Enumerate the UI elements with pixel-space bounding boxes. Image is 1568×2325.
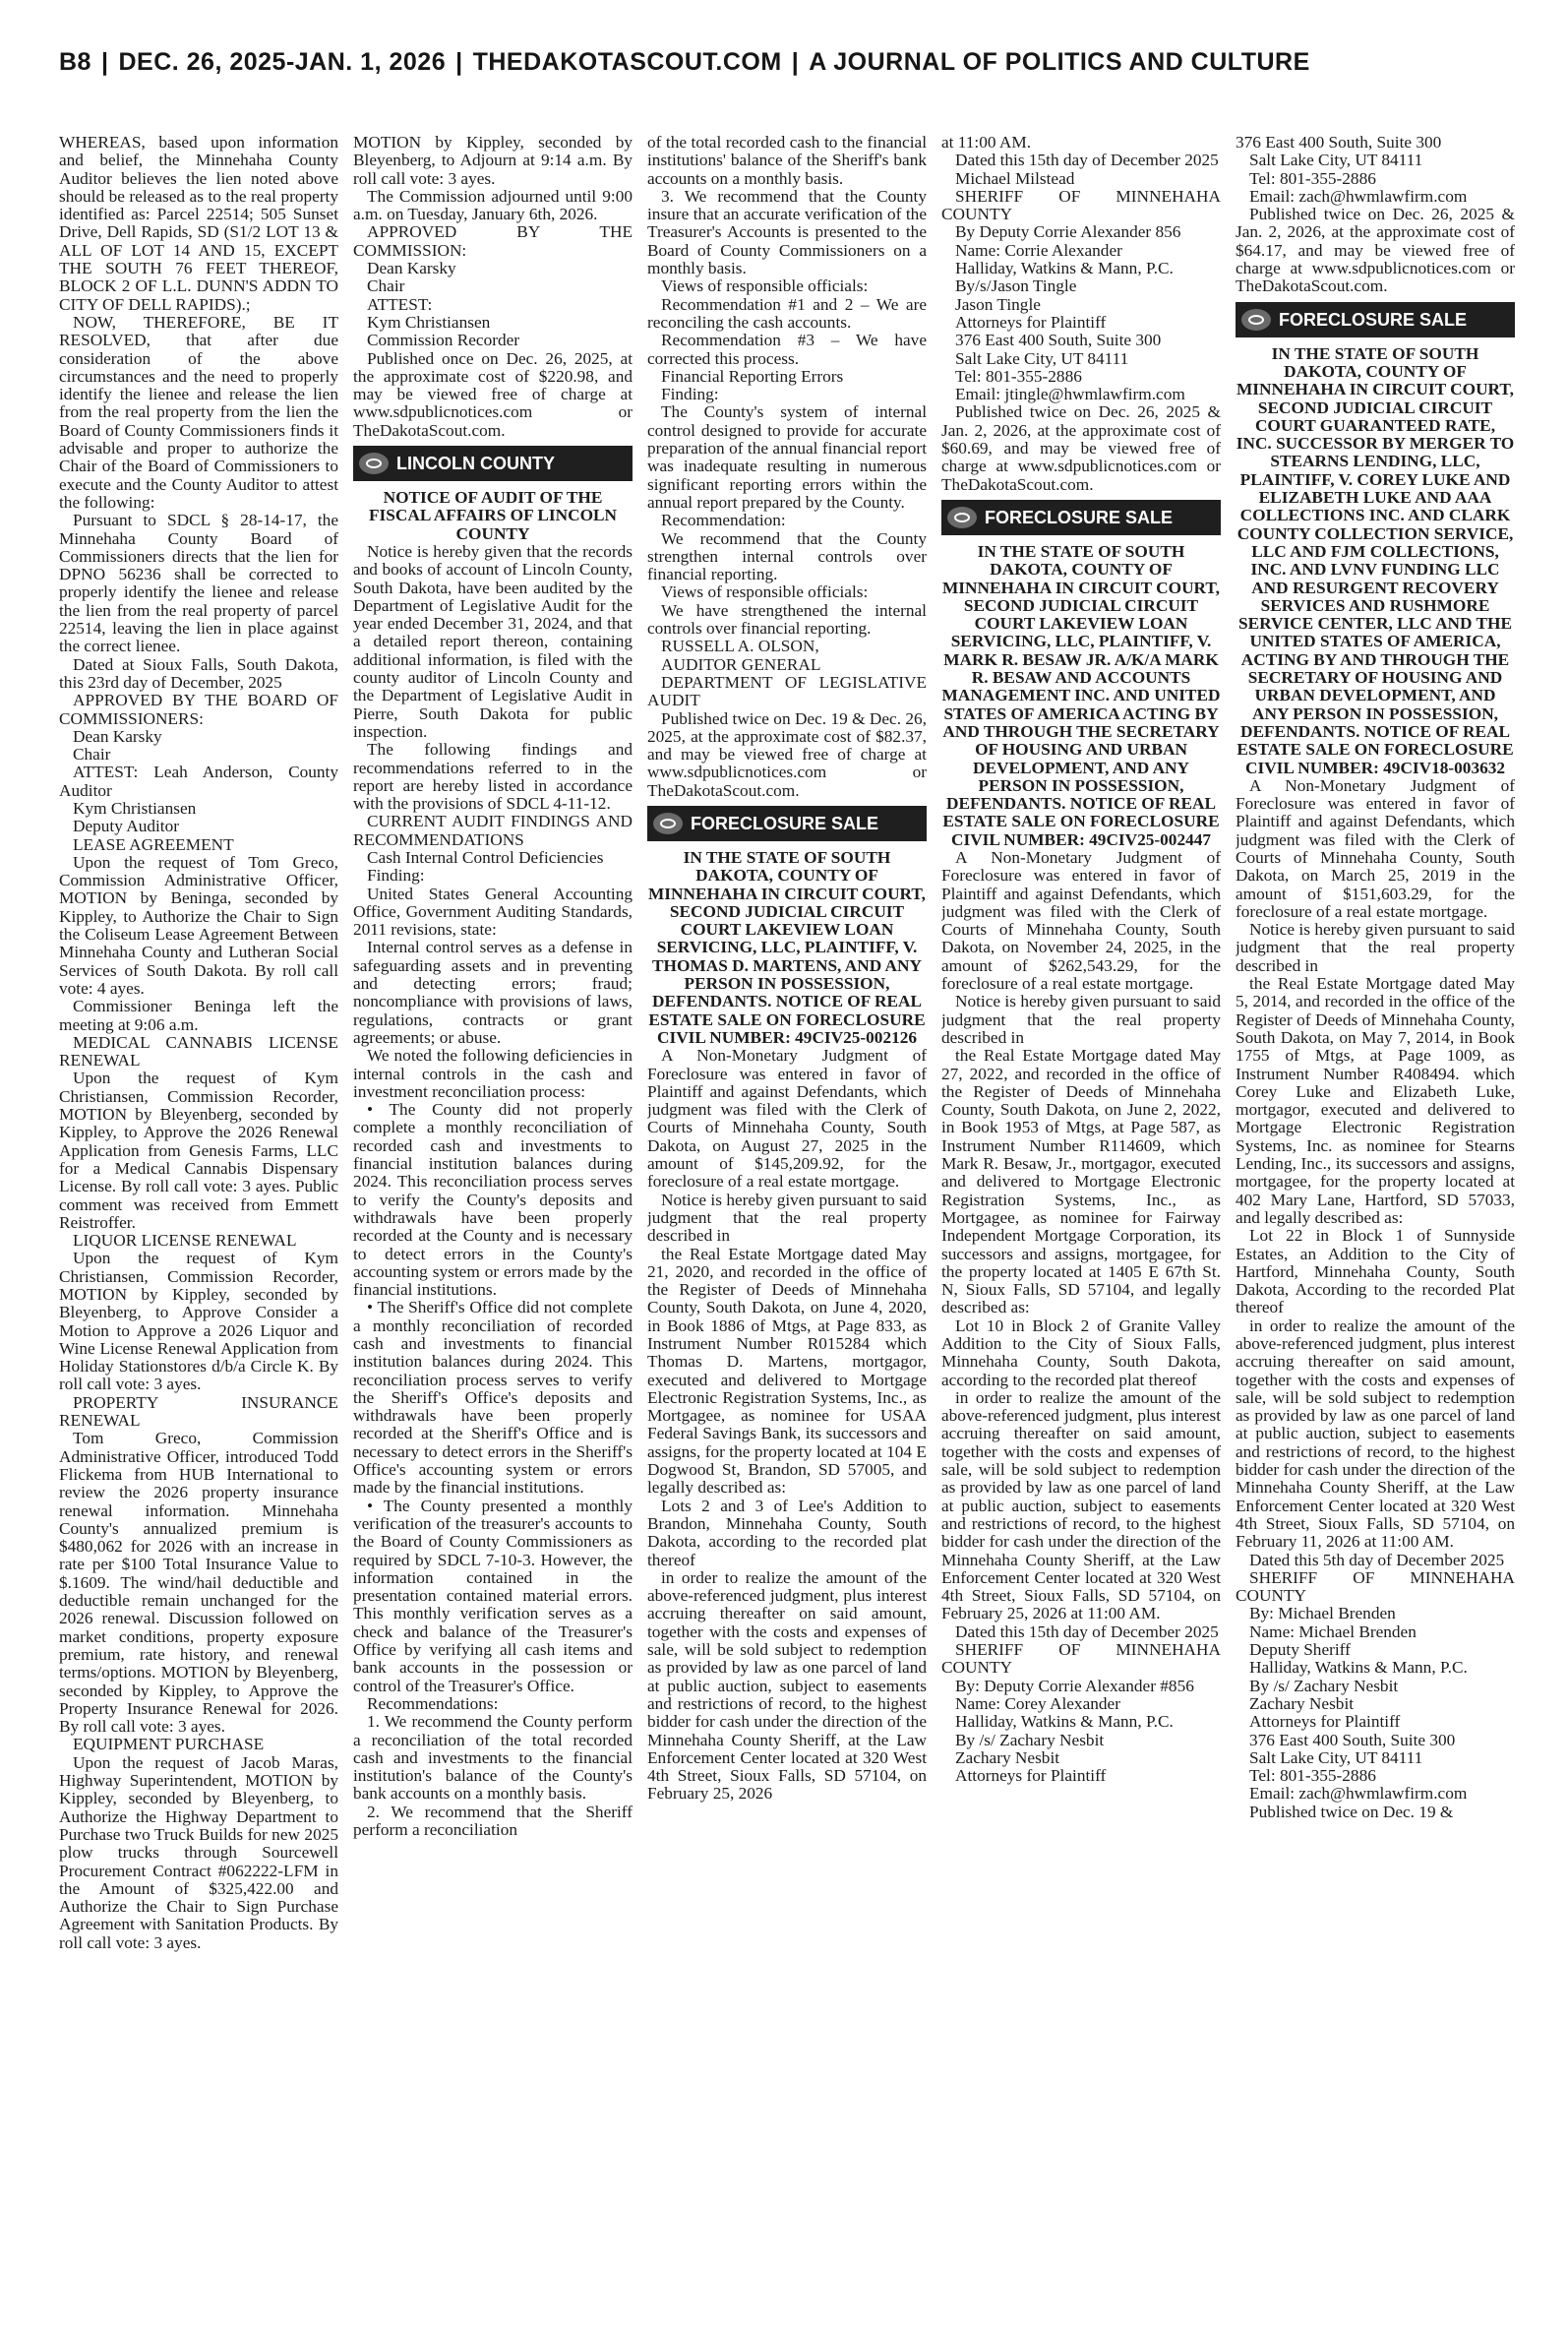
- notice-paragraph: Notice is hereby given pursuant to said judgment that the real property described in: [1236, 920, 1515, 975]
- column-3: [647, 134, 927, 2298]
- notice-paragraph: Pursuant to SDCL § 28-14-17, the Minnehaha County Board of Commissioners directs that the lien for DPNO 56236 shall be corrected to properly identify the lienee and release the lien from the real property of parcel 22514, leaving the lien in place against the correct lienee.: [59, 511, 338, 656]
- notice-paragraph: The Commission adjourned until 9:00 a.m. on Tuesday, January 6th, 2026.: [353, 186, 633, 224]
- notice-paragraph: Published twice on Dec. 26, 2025 & Jan. 2, 2026, at the approximate cost of $64.17, and may be viewed free of charge at www.sdpublicnotices.com or TheDakotaScout.com.: [1236, 205, 1515, 296]
- notices-columns: [59, 134, 1515, 2298]
- notice-paragraph: Published twice on Dec. 19 &: [1249, 1802, 1454, 1821]
- notice-paragraph: Email: zach@hwmlawfirm.com: [1249, 186, 1468, 206]
- notice-paragraph: Dated at Sioux Falls, South Dakota, this 23rd day of December, 2025: [59, 654, 338, 692]
- notice-paragraph: Notice is hereby given pursuant to said judgment that the real property described in: [647, 1190, 927, 1246]
- notice-paragraph: Recommendation:: [661, 511, 786, 530]
- notice-paragraph: Name: Corey Alexander: [955, 1693, 1120, 1713]
- notice-paragraph: By Deputy Corrie Alexander 856: [955, 222, 1181, 242]
- notice-paragraph: Financial Reporting Errors: [661, 366, 844, 386]
- notice-paragraph: Recommendation #3 – We have corrected this process.: [647, 331, 927, 368]
- notice-paragraph: Salt Lake City, UT 84111: [1249, 1747, 1423, 1767]
- notice-paragraph: in order to realize the amount of the above-referenced judgment, plus interest accruing thereafter on said amount, together with the costs and expenses of sale, will be sold subject to redemption as provided by law as one parcel of land at public auction, subject to easements and restrictions of record, to the highest bidder for cash under the direction of the Minnehaha County Sheriff, at the Law Enforcement Center located at 320 West 4th Street, Sioux Falls, SD 57104, on February 25, 2026: [647, 1567, 927, 1804]
- notice-paragraph: NOW, THEREFORE, BE IT RESOLVED, that after due consideration of the above circumstances and the need to properly identify the lienee and release the lien from the real property from the lien the Board of County Commissioners finds it advisable and proper to authorize the Chair of the Board of Commissioners to execute and the County Auditor to attest the following:: [59, 312, 338, 512]
- notice-paragraph: Dated this 5th day of December 2025: [1249, 1550, 1505, 1569]
- notice-paragraph: Email: jtingle@hwmlawfirm.com: [955, 385, 1185, 404]
- notice-paragraph: Zachary Nesbit: [955, 1747, 1060, 1767]
- notice-paragraph: Deputy Auditor: [73, 817, 179, 836]
- notice-paragraph: SHERIFF OF MINNEHAHA COUNTY: [941, 186, 1221, 224]
- tagline: A JOURNAL OF POLITICS AND CULTURE: [809, 48, 1310, 76]
- notice-paragraph: A Non-Monetary Judgment of Foreclosure was entered in favor of Plaintiff and against Defendants, which judgment was filed with the Clerk of Courts of Minnehaha County, South Dakota, on November 24, 2025, in the amount of $262,543.29, for the foreclosure of a real estate mortgage.: [941, 847, 1221, 994]
- column-4: [941, 134, 1221, 2298]
- notice-paragraph: ATTEST: Leah Anderson, County Auditor: [59, 763, 338, 800]
- notice-paragraph: Views of responsible officials:: [661, 582, 869, 602]
- notice-paragraph: Name: Michael Brenden: [1249, 1621, 1417, 1641]
- notice-paragraph: Upon the request of Kym Christiansen, Commission Recorder, MOTION by Bleyenberg, seconded by Kippley, to Approve the 2026 Renewal Application from Genesis Farms, LLC for a Medical Cannabis Dispensary License. By roll call vote: 3 ayes. Public comment was received from Emmett Reistroffer.: [59, 1069, 338, 1232]
- column-2: [353, 134, 633, 2298]
- notice-paragraph: Finding:: [367, 866, 425, 886]
- notice-paragraph: • The Sheriff's Office did not complete a monthly reconciliation of recorded cash and investments to financial institution balances during 2024. This reconciliation process serves to verify the Sheriff's Office's deposits and withdrawals have been properly recorded at the Sheriff's Office and is necessary to detect errors in the Sheriff's Office's accounting system or errors made by the financial institutions.: [353, 1298, 633, 1498]
- notice-paragraph: the Real Estate Mortgage dated May 27, 2022, and recorded in the office of the Register of Deeds of Minnehaha County, South Dakota, on June 2, 2022, in Book 1953 of Mtgs, at Page 587, as Instrument Number R114609, which Mark R. Besaw, Jr., mortgagor, executed and delivered to Mortgage Electronic Registration Systems, Inc., as Mortgagee, as nominee for Fairway Independent Mortgage Corporation, its successors and assigns, mortgagee, for the property located at 1405 E 67th St. N, Sioux Falls, SD 57104, and legally described as:: [941, 1046, 1221, 1317]
- notice-paragraph: A Non-Monetary Judgment of Foreclosure was entered in favor of Plaintiff and against Defendants, which judgment was filed with the Clerk of Courts of Minnehaha County, South Dakota, on March 25, 2019 in the amount of $151,603.29, for the foreclosure of a real estate mortgage.: [1236, 775, 1515, 921]
- notice-paragraph: United States General Accounting Office, Government Auditing Standards, 2011 revisions, state:: [353, 884, 633, 940]
- notice-paragraph: Lot 10 in Block 2 of Granite Valley Addition to the City of Sioux Falls, Minnehaha County, South Dakota, according to the recorded plat thereof: [941, 1315, 1221, 1389]
- notice-paragraph: Kym Christiansen: [73, 798, 197, 818]
- notice-paragraph: AUDITOR GENERAL: [661, 654, 821, 674]
- notice-paragraph: 3. We recommend that the County insure that an accurate verification of the Treasurer's Accounts is presented to the Board of County Commissioners on a monthly basis.: [647, 186, 927, 278]
- notice-paragraph: at 11:00 AM.: [941, 134, 1032, 152]
- notice-paragraph: DEPARTMENT OF LEGISLATIVE AUDIT: [647, 672, 927, 710]
- notice-paragraph: • The County presented a monthly verification of the treasurer's accounts to the Board of County Commissioners as required by SDCL 7-10-3. However, the information contained in the presentation contained material errors. This monthly verification serves as a check and balance of the Treasurer's Office by verifying all cash items and bank accounts in the possession or control of the Treasurer's Office.: [353, 1496, 633, 1695]
- notice-paragraph: Attorneys for Plaintiff: [1249, 1712, 1401, 1732]
- notice-paragraph: Tom Greco, Commission Administrative Officer, introduced Todd Flickema from HUB International to review the 2026 property insurance renewal information. Minnehaha County's annualized premium is $480,062 for 2026 with an increase in rate per $100 Total Insurance Value to $.1609. The wind/hail deductible and deductible remain unchanged for the 2026 renewal. Discussion followed on market conditions, property exposure premium, rate history, and renewal terms/options. MOTION by Bleyenberg, seconded by Kippley, to Approve the Property Insurance Renewal for 2026. By roll call vote: 3 ayes.: [59, 1429, 338, 1737]
- notice-paragraph: Dated this 15th day of December 2025: [955, 151, 1219, 170]
- notice-paragraph: LIQUOR LICENSE RENEWAL: [73, 1231, 297, 1251]
- notice-paragraph: Published twice on Dec. 26, 2025 & Jan. 2, 2026, at the approximate cost of $60.69, and may be viewed free of charge at www.sdpublicnotices.com or TheDakotaScout.com.: [941, 402, 1221, 494]
- notice-paragraph: Attorneys for Plaintiff: [955, 1766, 1107, 1786]
- notice-paragraph: 2. We recommend that the Sheriff perform a reconciliation: [353, 1802, 633, 1840]
- column-5: [1236, 134, 1515, 2298]
- section-banner-label: LINCOLN COUNTY: [396, 453, 555, 473]
- notice-paragraph: the Real Estate Mortgage dated May 21, 2020, and recorded in the office of the Register of Deeds of Minnehaha County, South Dakota, on June 4, 2020, in Book 1886 of Mtgs, at Page 833, as Instrument Number R015284 which Thomas D. Martens, mortgagor, executed and delivered to Mortgage Electronic Registration Systems, Inc., as Mortgagee, as nominee for USAA Federal Savings Bank, its successors and assigns, for the property located at 104 E Dogwood St, Brandon, SD 57005, and legally described as:: [647, 1244, 927, 1498]
- notice-paragraph: Michael Milstead: [955, 168, 1075, 188]
- notice-paragraph: RUSSELL A. OLSON,: [661, 637, 819, 656]
- notice-paragraph: A Non-Monetary Judgment of Foreclosure was entered in favor of Plaintiff and against Defendants, which judgment was filed with the Clerk of Courts of Minnehaha County, South Dakota, on August 27, 2025 in the amount of $145,209.92, for the foreclosure of a real estate mortgage.: [647, 1046, 927, 1192]
- notice-paragraph: SHERIFF OF MINNEHAHA COUNTY: [1236, 1567, 1515, 1606]
- notice-paragraph: Commission Recorder: [367, 331, 520, 350]
- notice-paragraph: MOTION by Kippley, seconded by Bleyenberg, to Adjourn at 9:14 a.m. By roll call vote: 3 ayes.: [353, 134, 633, 188]
- notice-paragraph: Upon the request of Jacob Maras, Highway Superintendent, MOTION by Kippley, seconded by Bleyenberg, to Authorize the Highway Department to Purchase two Truck Builds for new 2025 plow trucks through Sourcewell Procurement Contract #062222-LFM in the Amount of $325,422.00 and Authorize the Chair to Sign Purchase Agreement with Sanitation Products. By roll call vote: 3 ayes.: [59, 1752, 338, 1952]
- notice-paragraph: Upon the request of Kym Christiansen, Commission Recorder, MOTION by Kippley, seconded by Bleyenberg, to Approve Consider a Motion to Approve a 2026 Liquor and Wine License Renewal Application from Holiday Stationstores d/b/a Circle K. By roll call vote: 3 ayes.: [59, 1249, 338, 1394]
- notice-paragraph: By: Deputy Corrie Alexander #856: [955, 1676, 1194, 1695]
- notice-paragraph: APPROVED BY THE BOARD OF COMMISSIONERS:: [59, 691, 338, 728]
- notice-paragraph: SHERIFF OF MINNEHAHA COUNTY: [941, 1640, 1221, 1678]
- notice-paragraph: of the total recorded cash to the financial institutions' balance of the Sheriff's bank accounts on a monthly basis.: [647, 134, 927, 188]
- notice-paragraph: Dean Karsky: [367, 259, 456, 278]
- notice-paragraph: Internal control serves as a defense in safeguarding assets and in preventing and detecting errors; fraud; noncompliance with provisions of laws, regulations, contracts or grant agreements; or abuse.: [353, 938, 633, 1047]
- notice-paragraph: 376 East 400 South, Suite 300: [1249, 1730, 1456, 1749]
- notice-paragraph: LEASE AGREEMENT: [73, 834, 234, 854]
- notice-paragraph: Halliday, Watkins & Mann, P.C.: [1249, 1658, 1468, 1678]
- notice-heading: IN THE STATE OF SOUTH DAKOTA, COUNTY OF MINNEHAHA IN CIRCUIT COURT, SECOND JUDICIAL CIRCUIT COURT LAKEVIEW LOAN SERVICING, LLC, PLAINTIFF, V. MARK R. BESAW JR. A/K/A MARK R. BESAW AND ACCOUNTS MANAGEMENT INC. AND UNITED STATES OF AMERICA ACTING BY AND THROUGH THE SECRETARY OF HOUSING AND URBAN DEVELOPMENT, AND ANY PERSON IN POSSESSION, DEFENDANTS. NOTICE OF REAL ESTATE SALE ON FORECLOSURE CIVIL NUMBER: 49CIV25-002447: [941, 541, 1221, 849]
- notice-paragraph: Zachary Nesbit: [1249, 1693, 1355, 1713]
- notice-paragraph: in order to realize the amount of the above-referenced judgment, plus interest accruing thereafter on said amount, together with the costs and expenses of sale, will be sold subject to redemption as provided by law as one parcel of land at public auction, subject to easements and restrictions of record, to the highest bidder for cash under the direction of the Minnehaha County Sheriff, at the Law Enforcement Center located at 320 West 4th Street, Sioux Falls, SD 57104, on February 11, 2026 at 11:00 AM.: [1236, 1315, 1515, 1552]
- notice-paragraph: Kym Christiansen: [367, 312, 491, 332]
- notice-paragraph: in order to realize the amount of the above-referenced judgment, plus interest accruing thereafter on said amount, together with the costs and expenses of sale, will be sold subject to redemption as provided by law as one parcel of land at public auction, subject to easements and restrictions of record, to the highest bidder for cash under the direction of the Minnehaha County Sheriff, at the Law Enforcement Center located at 320 West 4th Street, Sioux Falls, SD 57104, on February 25, 2026 at 11:00 AM.: [941, 1387, 1221, 1623]
- notice-paragraph: Halliday, Watkins & Mann, P.C.: [955, 1712, 1174, 1732]
- notice-paragraph: Recommendation #1 and 2 – We are reconciling the cash accounts.: [647, 294, 927, 332]
- notice-paragraph: CURRENT AUDIT FINDINGS AND RECOMMENDATIONS: [353, 812, 633, 849]
- notice-paragraph: Published twice on Dec. 19 & Dec. 26, 2025, at the approximate cost of $82.37, and may be viewed free of charge at www.sdpublicnotices.com or TheDakotaScout.com.: [647, 708, 927, 800]
- notice-paragraph: Tel: 801-355-2886: [1249, 168, 1376, 188]
- scout-logo-icon: [1241, 309, 1271, 331]
- notice-paragraph: Lots 2 and 3 of Lee's Addition to Brandon, Minnehaha County, South Dakota, according to the recorded plat thereof: [647, 1496, 927, 1569]
- notice-paragraph: • The County did not properly complete a monthly reconciliation of recorded cash and investments to financial institution balances during 2024. This reconciliation process serves to verify the County's deposits and withdrawals have been properly recorded at the County and is necessary to detect errors in the County's accounting system or errors made by the financial institutions.: [353, 1100, 633, 1300]
- notice-paragraph: We noted the following deficiencies in internal controls in the cash and investment reconciliation process:: [353, 1046, 633, 1101]
- notice-paragraph: WHEREAS, based upon information and belief, the Minnehaha County Auditor believes the lien noted above should be released as to the real property identified as: Parcel 22514; 505 Sunset Drive, Dell Rapids, SD (S1/2 LOT 13 & ALL OF LOT 14 AND 15, EXCEPT THE SOUTH 76 FEET THEREOF, BLOCK 2 OF L.L. DUNN'S ADDN TO CITY OF DELL RAPIDS).;: [59, 134, 338, 314]
- notice-heading: IN THE STATE OF SOUTH DAKOTA, COUNTY OF MINNEHAHA IN CIRCUIT COURT, SECOND JUDICIAL CIRCUIT COURT GUARANTEED RATE, INC. SUCCESSOR BY MERGER TO STEARNS LENDING, LLC, PLAINTIFF, V. COREY LUKE AND ELIZABETH LUKE AND AAA COLLECTIONS INC. AND CLARK COUNTY COLLECTION SERVICE, LLC AND FJM COLLECTIONS, INC. AND LVNV FUNDING LLC AND RESURGENT RECOVERY SERVICES AND RUSHMORE SERVICE CENTER, LLC AND THE UNITED STATES OF AMERICA, ACTING BY AND THROUGH THE SECRETARY OF HOUSING AND URBAN DEVELOPMENT, AND ANY PERSON IN POSSESSION, DEFENDANTS. NOTICE OF REAL ESTATE SALE ON FORECLOSURE CIVIL NUMBER: 49CIV18-003632: [1236, 343, 1515, 777]
- section-banner: [353, 446, 633, 481]
- notice-paragraph: By /s/ Zachary Nesbit: [1249, 1676, 1399, 1695]
- notice-paragraph: The following findings and recommendations referred to in the report are hereby listed in accordance with the provisions of SDCL 4-11-12.: [353, 740, 633, 814]
- separator: |: [455, 48, 463, 76]
- notice-paragraph: Finding:: [661, 385, 719, 404]
- separator: |: [100, 48, 109, 76]
- section-banner: [647, 806, 927, 841]
- masthead: [59, 48, 1515, 88]
- site-name: THEDAKOTASCOUT.COM: [472, 48, 782, 76]
- notice-paragraph: The County's system of internal control designed to provide for accurate preparation of the annual financial report was inadequate resulting in numerous significant reporting errors within the annual report prepared by the County.: [647, 402, 927, 512]
- scout-logo-icon: [653, 813, 683, 834]
- scout-logo-icon: [359, 453, 389, 474]
- section-banner: [941, 500, 1221, 535]
- notice-paragraph: Upon the request of Tom Greco, Commission Administrative Officer, MOTION by Beninga, seconded by Kippley, to Authorize the Chair to Sign the Coliseum Lease Agreement Between Minnehaha County and Lutheran Social Services of South Dakota. By roll call vote: 4 ayes.: [59, 852, 338, 998]
- section-banner-label: FORECLOSURE SALE: [691, 813, 879, 833]
- notice-paragraph: Attorneys for Plaintiff: [955, 312, 1107, 332]
- notice-paragraph: Dean Karsky: [73, 726, 162, 746]
- notice-paragraph: 376 East 400 South, Suite 300: [955, 331, 1162, 350]
- notice-paragraph: Salt Lake City, UT 84111: [1249, 151, 1423, 170]
- notice-paragraph: Recommendations:: [367, 1693, 499, 1713]
- notice-paragraph: ATTEST:: [367, 294, 433, 314]
- notice-paragraph: Email: zach@hwmlawfirm.com: [1249, 1784, 1468, 1804]
- notice-paragraph: We have strengthened the internal controls over financial reporting.: [647, 600, 927, 639]
- notice-paragraph: Name: Corrie Alexander: [955, 240, 1122, 260]
- notice-paragraph: EQUIPMENT PURCHASE: [73, 1735, 265, 1754]
- notice-heading: IN THE STATE OF SOUTH DAKOTA, COUNTY OF MINNEHAHA IN CIRCUIT COURT, SECOND JUDICIAL CIRCUIT COURT LAKEVIEW LOAN SERVICING, LLC, PLAINTIFF, V. THOMAS D. MARTENS, AND ANY PERSON IN POSSESSION, DEFENDANTS. NOTICE OF REAL ESTATE SALE ON FORECLOSURE CIVIL NUMBER: 49CIV25-002126: [647, 847, 926, 1047]
- section-banner-label: FORECLOSURE SALE: [985, 507, 1174, 527]
- separator: |: [791, 48, 800, 76]
- notice-paragraph: Deputy Sheriff: [1249, 1640, 1351, 1660]
- section-banner: [1236, 302, 1515, 337]
- notice-paragraph: Commissioner Beninga left the meeting at 9:06 a.m.: [59, 997, 338, 1034]
- notice-paragraph: Lot 22 in Block 1 of Sunnyside Estates, an Addition to the City of Hartford, Minnehaha County, South Dakota, According to the recorded Plat thereof: [1236, 1226, 1515, 1317]
- notice-paragraph: Cash Internal Control Deficiencies: [367, 847, 604, 867]
- notice-paragraph: Tel: 801-355-2886: [1249, 1766, 1376, 1786]
- issue-date: DEC. 26, 2025-JAN. 1, 2026: [118, 48, 447, 76]
- column-1: [59, 134, 338, 2298]
- notice-paragraph: the Real Estate Mortgage dated May 5, 2014, and recorded in the office of the Register of Deeds of Minnehaha County, South Dakota, on May 7, 2014, in Book 1755 of Mtgs, at Page 1009, as Instrument Number R408494. which Corey Luke and Elizabeth Luke, mortgagor, executed and delivered to Mortgage Electronic Registration Systems, Inc. as nominee for Stearns Lending, Inc., its successors and assigns, mortgagee, for the property located at 402 Mary Lane, Hartford, SD 57033, and legally described as:: [1236, 974, 1515, 1227]
- notice-paragraph: PROPERTY INSURANCE RENEWAL: [59, 1392, 338, 1431]
- notice-paragraph: Chair: [73, 745, 111, 765]
- notice-paragraph: By /s/ Zachary Nesbit: [955, 1730, 1105, 1749]
- notice-paragraph: 1. We recommend the County perform a reconciliation of the total recorded cash and investments to the financial institution's balance of the County's bank accounts on a monthly basis.: [353, 1712, 633, 1804]
- notice-paragraph: 376 East 400 South, Suite 300: [1236, 134, 1442, 152]
- notice-paragraph: Dated this 15th day of December 2025: [955, 1621, 1219, 1641]
- notice-paragraph: APPROVED BY THE COMMISSION:: [353, 222, 633, 260]
- notice-paragraph: MEDICAL CANNABIS LICENSE RENEWAL: [59, 1032, 338, 1071]
- notice-paragraph: Published once on Dec. 26, 2025, at the approximate cost of $220.98, and may be viewed free of charge at www.sdpublicnotices.com or TheDakotaScout.com.: [353, 348, 633, 440]
- notice-paragraph: Views of responsible officials:: [661, 276, 869, 296]
- notice-paragraph: Notice is hereby given that the records and books of account of Lincoln County, South Dakota, have been audited by the Department of Legislative Audit for the year ended December 31, 2024, and that a detailed report thereon, containing additional information, is filed with the county auditor of Lincoln County and the Department of Legislative Audit in Pierre, South Dakota for public inspection.: [353, 541, 633, 741]
- notice-paragraph: Notice is hereby given pursuant to said judgment that the real property described in: [941, 992, 1221, 1047]
- section-banner-label: FORECLOSURE SALE: [1279, 309, 1468, 330]
- notice-paragraph: Tel: 801-355-2886: [955, 366, 1082, 386]
- notice-paragraph: Chair: [367, 276, 405, 296]
- notice-paragraph: Halliday, Watkins & Mann, P.C.: [955, 259, 1174, 278]
- notice-paragraph: Salt Lake City, UT 84111: [955, 348, 1129, 368]
- notice-heading: NOTICE OF AUDIT OF THE FISCAL AFFAIRS OF LINCOLN COUNTY: [368, 488, 618, 543]
- notice-paragraph: We recommend that the County strengthen internal controls over financial reporting.: [647, 528, 927, 584]
- page-number: B8: [59, 48, 91, 76]
- notice-paragraph: By/s/Jason Tingle: [955, 276, 1077, 296]
- notice-paragraph: By: Michael Brenden: [1249, 1604, 1396, 1623]
- scout-logo-icon: [947, 507, 977, 528]
- notice-paragraph: Jason Tingle: [955, 294, 1041, 314]
